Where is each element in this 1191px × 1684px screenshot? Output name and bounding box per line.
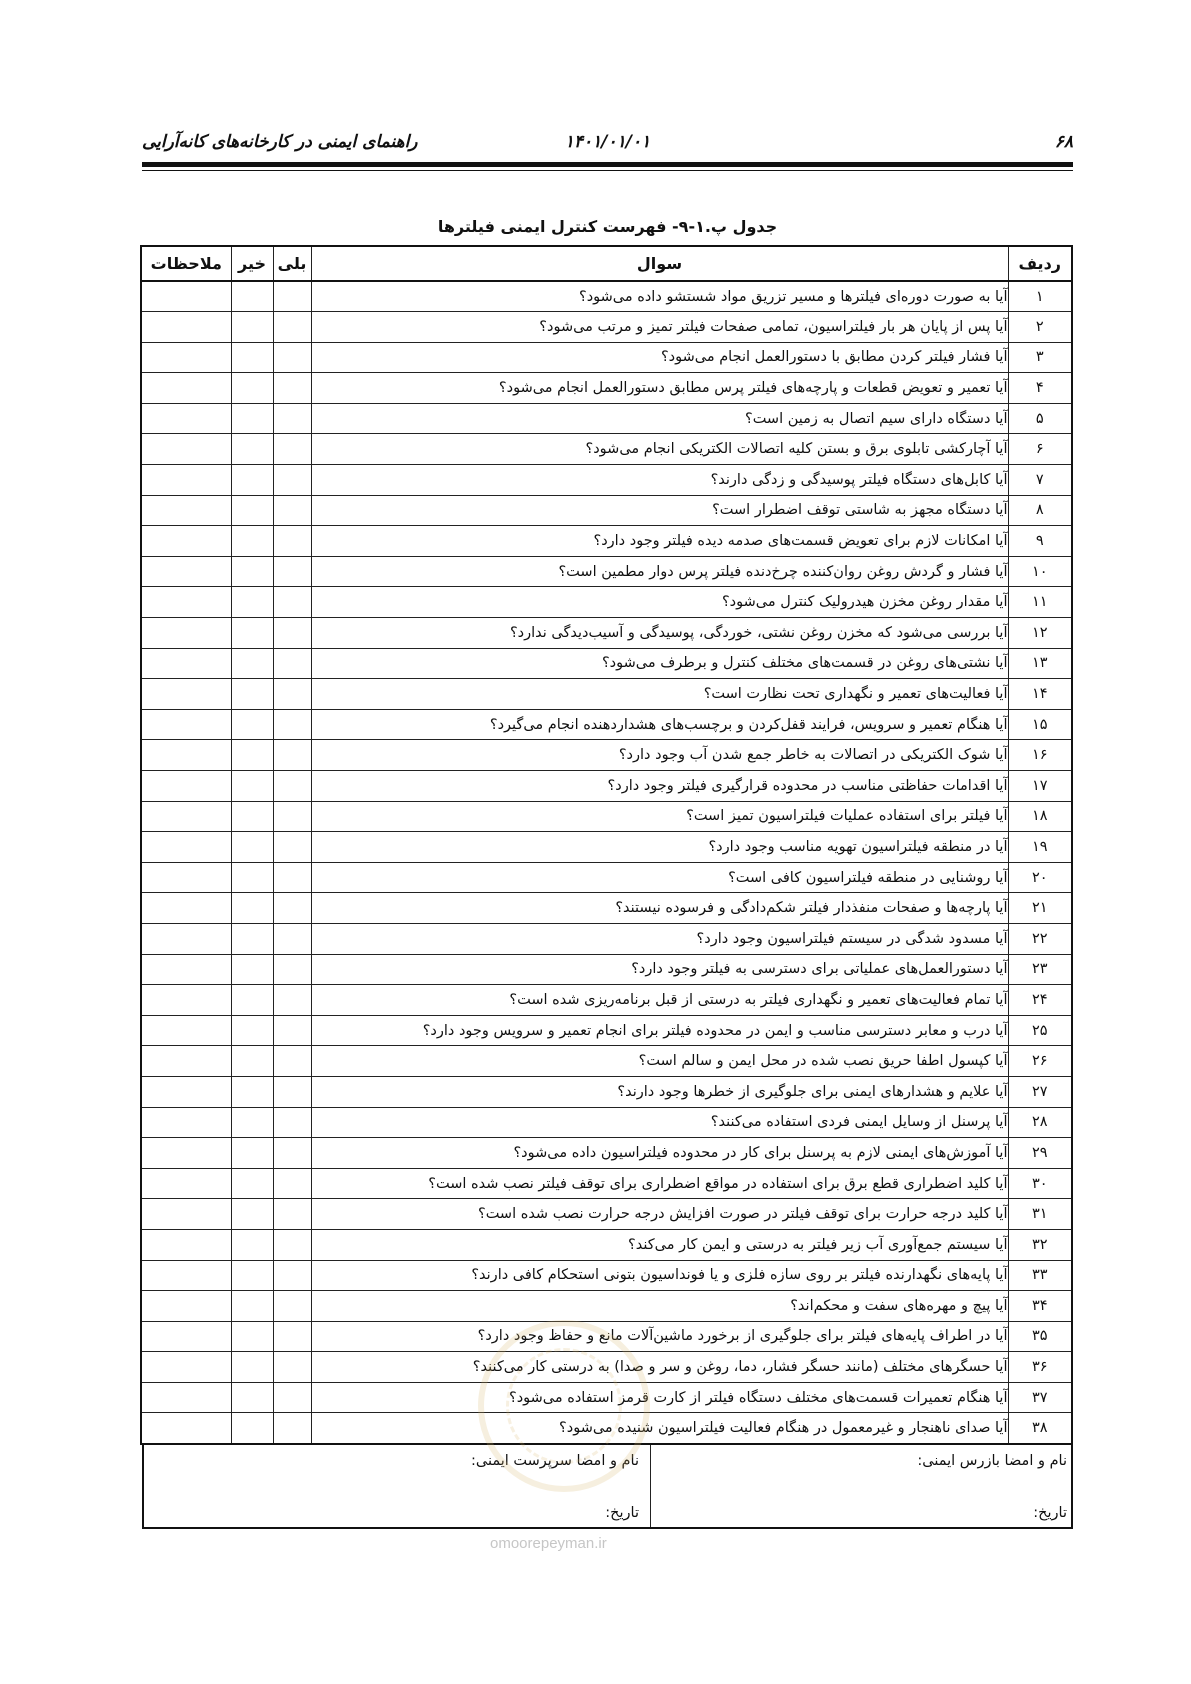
no-checkbox-cell[interactable] <box>231 587 273 618</box>
no-checkbox-cell[interactable] <box>231 1199 273 1230</box>
no-checkbox-cell[interactable] <box>231 495 273 526</box>
table-row <box>141 1015 1072 1046</box>
table-row <box>141 985 1072 1016</box>
site-watermark: omoorepeyman.ir <box>490 1535 607 1552</box>
question-text: آیا دستگاه دارای سیم اتصال به زمین است؟ <box>311 403 1008 434</box>
notes-cell[interactable] <box>141 587 231 618</box>
question-text: آیا علایم و هشدارهای ایمنی برای جلوگیری از خطرها وجود دارند؟ <box>311 1076 1008 1107</box>
column-header-notes: ملاحظات <box>141 246 231 281</box>
row-number: ۲۳ <box>1008 954 1072 985</box>
no-checkbox-cell[interactable] <box>231 342 273 373</box>
no-checkbox-cell[interactable] <box>231 465 273 496</box>
no-checkbox-cell[interactable] <box>231 373 273 404</box>
yes-checkbox-cell[interactable] <box>273 801 311 832</box>
row-number: ۲۵ <box>1008 1015 1072 1046</box>
table-row <box>141 526 1072 557</box>
notes-cell[interactable] <box>141 281 231 312</box>
checklist-sheet <box>142 245 1073 1529</box>
column-header-no: خیر <box>231 246 273 281</box>
no-checkbox-cell[interactable] <box>231 832 273 863</box>
no-checkbox-cell[interactable] <box>231 1291 273 1322</box>
table-row <box>141 1107 1072 1138</box>
notes-cell[interactable] <box>141 801 231 832</box>
yes-checkbox-cell[interactable] <box>273 1321 311 1352</box>
notes-cell[interactable] <box>141 1321 231 1352</box>
supervisor-date-label: تاریخ: <box>605 1504 639 1521</box>
notes-cell[interactable] <box>141 1229 231 1260</box>
no-checkbox-cell[interactable] <box>231 1107 273 1138</box>
header-date: ۱۴۰۱/۰۱/۰۱ <box>564 132 651 152</box>
yes-checkbox-cell[interactable] <box>273 1046 311 1077</box>
row-number: ۱۷ <box>1008 771 1072 802</box>
no-checkbox-cell[interactable] <box>231 312 273 343</box>
question-text: آیا پیچ و مهره‌های سفت و محکم‌اند؟ <box>311 1291 1008 1322</box>
question-text: آیا در اطراف پایه‌های فیلتر برای جلوگیری از برخورد ماشین‌آلات مانع و حفاظ وجود دارد؟ <box>311 1321 1008 1352</box>
table-row <box>141 740 1072 771</box>
question-text: آیا به صورت دوره‌ای فیلترها و مسیر تزریق مواد شستشو داده می‌شود؟ <box>311 281 1008 312</box>
question-text: آیا کابل‌های دستگاه فیلتر پوسیدگی و زدگی دارند؟ <box>311 465 1008 496</box>
row-number: ۲۸ <box>1008 1107 1072 1138</box>
row-number: ۱ <box>1008 281 1072 312</box>
notes-cell[interactable] <box>141 1352 231 1383</box>
question-text: آیا کلید اضطراری قطع برق برای استفاده در مواقع اضطراری برای توقف فیلتر نصب شده است؟ <box>311 1168 1008 1199</box>
header-rule-thin <box>142 170 1073 171</box>
row-number: ۳۶ <box>1008 1352 1072 1383</box>
row-number: ۳۵ <box>1008 1321 1072 1352</box>
table-row <box>141 954 1072 985</box>
question-text: آیا مسدود شدگی در سیستم فیلتراسیون وجود دارد؟ <box>311 923 1008 954</box>
no-checkbox-cell[interactable] <box>231 618 273 649</box>
notes-cell[interactable] <box>141 342 231 373</box>
question-text: آیا فیلتر برای استفاده عملیات فیلتراسیون تمیز است؟ <box>311 801 1008 832</box>
table-row <box>141 1076 1072 1107</box>
no-checkbox-cell[interactable] <box>231 1260 273 1291</box>
header-rule <box>142 162 1073 167</box>
yes-checkbox-cell[interactable] <box>273 832 311 863</box>
row-number: ۶ <box>1008 434 1072 465</box>
yes-checkbox-cell[interactable] <box>273 403 311 434</box>
yes-checkbox-cell[interactable] <box>273 1352 311 1383</box>
notes-cell[interactable] <box>141 832 231 863</box>
yes-checkbox-cell[interactable] <box>273 893 311 924</box>
row-number: ۲۲ <box>1008 923 1072 954</box>
no-checkbox-cell[interactable] <box>231 679 273 710</box>
notes-cell[interactable] <box>141 526 231 557</box>
table-row <box>141 1382 1072 1413</box>
question-text: آیا فشار و گردش روغن روان‌کننده چرخ‌دنده فیلتر پرس دوار مطمین است؟ <box>311 556 1008 587</box>
yes-checkbox-cell[interactable] <box>273 1382 311 1413</box>
yes-checkbox-cell[interactable] <box>273 954 311 985</box>
table-header-row <box>141 246 1072 281</box>
no-checkbox-cell[interactable] <box>231 403 273 434</box>
yes-checkbox-cell[interactable] <box>273 587 311 618</box>
yes-checkbox-cell[interactable] <box>273 1107 311 1138</box>
no-checkbox-cell[interactable] <box>231 954 273 985</box>
row-number: ۳ <box>1008 342 1072 373</box>
question-text: آیا آموزش‌های ایمنی لازم به پرسنل برای کار در محدوده فیلتراسیون داده می‌شود؟ <box>311 1138 1008 1169</box>
question-text: آیا درب و معابر دسترسی مناسب و ایمن در محدوده فیلتر برای انجام تعمیر و سرویس وجود دارد؟ <box>311 1015 1008 1046</box>
yes-checkbox-cell[interactable] <box>273 862 311 893</box>
notes-cell[interactable] <box>141 1107 231 1138</box>
question-text: آیا فعالیت‌های تعمیر و نگهداری تحت نظارت است؟ <box>311 679 1008 710</box>
no-checkbox-cell[interactable] <box>231 1046 273 1077</box>
inspector-date-label: تاریخ: <box>1033 1504 1067 1521</box>
table-row <box>141 709 1072 740</box>
notes-cell[interactable] <box>141 709 231 740</box>
notes-cell[interactable] <box>141 1291 231 1322</box>
yes-checkbox-cell[interactable] <box>273 281 311 312</box>
yes-checkbox-cell[interactable] <box>273 1168 311 1199</box>
notes-cell[interactable] <box>141 954 231 985</box>
question-text: آیا حسگرهای مختلف (مانند حسگر فشار، دما، روغن و سر و صدا) به درستی کار می‌کنند؟ <box>311 1352 1008 1383</box>
row-number: ۲۶ <box>1008 1046 1072 1077</box>
checklist-table <box>140 245 1073 1445</box>
signature-divider <box>650 1445 651 1527</box>
notes-cell[interactable] <box>141 985 231 1016</box>
no-checkbox-cell[interactable] <box>231 1168 273 1199</box>
table-row <box>141 495 1072 526</box>
no-checkbox-cell[interactable] <box>231 709 273 740</box>
row-number: ۱۶ <box>1008 740 1072 771</box>
page-number: ۶۸ <box>1054 132 1073 152</box>
no-checkbox-cell[interactable] <box>231 985 273 1016</box>
inspector-signature-label: نام و امضا بازرس ایمنی: <box>917 1452 1067 1469</box>
row-number: ۳۰ <box>1008 1168 1072 1199</box>
no-checkbox-cell[interactable] <box>231 801 273 832</box>
question-text: آیا امکانات لازم برای تعویض قسمت‌های صدمه دیده فیلتر وجود دارد؟ <box>311 526 1008 557</box>
table-row <box>141 679 1072 710</box>
yes-checkbox-cell[interactable] <box>273 342 311 373</box>
no-checkbox-cell[interactable] <box>231 1382 273 1413</box>
notes-cell[interactable] <box>141 893 231 924</box>
no-checkbox-cell[interactable] <box>231 771 273 802</box>
row-number: ۳۳ <box>1008 1260 1072 1291</box>
yes-checkbox-cell[interactable] <box>273 556 311 587</box>
no-checkbox-cell[interactable] <box>231 1352 273 1383</box>
column-header-question: سوال <box>311 246 1008 281</box>
yes-checkbox-cell[interactable] <box>273 1260 311 1291</box>
notes-cell[interactable] <box>141 923 231 954</box>
row-number: ۳۷ <box>1008 1382 1072 1413</box>
row-number: ۱۴ <box>1008 679 1072 710</box>
no-checkbox-cell[interactable] <box>231 1015 273 1046</box>
signature-block <box>142 1445 1073 1529</box>
yes-checkbox-cell[interactable] <box>273 923 311 954</box>
notes-cell[interactable] <box>141 862 231 893</box>
no-checkbox-cell[interactable] <box>231 556 273 587</box>
row-number: ۳۱ <box>1008 1199 1072 1230</box>
notes-cell[interactable] <box>141 403 231 434</box>
yes-checkbox-cell[interactable] <box>273 1413 311 1444</box>
table-row <box>141 648 1072 679</box>
notes-cell[interactable] <box>141 648 231 679</box>
no-checkbox-cell[interactable] <box>231 923 273 954</box>
table-row <box>141 373 1072 404</box>
table-row <box>141 342 1072 373</box>
yes-checkbox-cell[interactable] <box>273 1199 311 1230</box>
table-row <box>141 434 1072 465</box>
notes-cell[interactable] <box>141 312 231 343</box>
question-text: آیا هنگام تعمیر و سرویس، فرایند قفل‌کردن و برچسب‌های هشداردهنده انجام می‌گیرد؟ <box>311 709 1008 740</box>
yes-checkbox-cell[interactable] <box>273 618 311 649</box>
question-text: آیا تعمیر و تعویض قطعات و پارچه‌های فیلتر پرس مطابق دستورالعمل انجام می‌شود؟ <box>311 373 1008 404</box>
row-number: ۲۰ <box>1008 862 1072 893</box>
yes-checkbox-cell[interactable] <box>273 465 311 496</box>
row-number: ۱۹ <box>1008 832 1072 863</box>
column-header-row-number: ردیف <box>1008 246 1072 281</box>
row-number: ۲۴ <box>1008 985 1072 1016</box>
yes-checkbox-cell[interactable] <box>273 771 311 802</box>
no-checkbox-cell[interactable] <box>231 862 273 893</box>
question-text: آیا روشنایی در منطقه فیلتراسیون کافی است؟ <box>311 862 1008 893</box>
table-row <box>141 281 1072 312</box>
no-checkbox-cell[interactable] <box>231 893 273 924</box>
row-number: ۸ <box>1008 495 1072 526</box>
row-number: ۳۲ <box>1008 1229 1072 1260</box>
question-text: آیا کلید درجه حرارت برای توقف فیلتر در صورت افزایش درجه حرارت نصب شده است؟ <box>311 1199 1008 1230</box>
row-number: ۲۹ <box>1008 1138 1072 1169</box>
yes-checkbox-cell[interactable] <box>273 679 311 710</box>
table-row <box>141 1168 1072 1199</box>
yes-checkbox-cell[interactable] <box>273 985 311 1016</box>
table-row <box>141 862 1072 893</box>
question-text: آیا شوک الکتریکی در اتصالات به خاطر جمع شدن آب وجود دارد؟ <box>311 740 1008 771</box>
table-caption: جدول پ.۱-۹- فهرست کنترل ایمنی فیلترها <box>437 217 778 236</box>
no-checkbox-cell[interactable] <box>231 1229 273 1260</box>
row-number: ۴ <box>1008 373 1072 404</box>
row-number: ۱۲ <box>1008 618 1072 649</box>
notes-cell[interactable] <box>141 556 231 587</box>
notes-cell[interactable] <box>141 740 231 771</box>
notes-cell[interactable] <box>141 771 231 802</box>
question-text: آیا تمام فعالیت‌های تعمیر و نگهداری فیلتر به درستی از قبل برنامه‌ریزی شده است؟ <box>311 985 1008 1016</box>
yes-checkbox-cell[interactable] <box>273 740 311 771</box>
no-checkbox-cell[interactable] <box>231 740 273 771</box>
notes-cell[interactable] <box>141 373 231 404</box>
row-number: ۱۳ <box>1008 648 1072 679</box>
row-number: ۳۴ <box>1008 1291 1072 1322</box>
document-title: راهنمای ایمنی در کارخانه‌های کانه‌آرایی <box>142 132 418 152</box>
notes-cell[interactable] <box>141 1199 231 1230</box>
table-row <box>141 1321 1072 1352</box>
table-row <box>141 403 1072 434</box>
notes-cell[interactable] <box>141 495 231 526</box>
notes-cell[interactable] <box>141 465 231 496</box>
no-checkbox-cell[interactable] <box>231 1321 273 1352</box>
table-row <box>141 1138 1072 1169</box>
yes-checkbox-cell[interactable] <box>273 648 311 679</box>
notes-cell[interactable] <box>141 434 231 465</box>
no-checkbox-cell[interactable] <box>231 1076 273 1107</box>
table-row <box>141 1413 1072 1444</box>
question-text: آیا دستگاه مجهز به شاستی توقف اضطرار است؟ <box>311 495 1008 526</box>
row-number: ۹ <box>1008 526 1072 557</box>
row-number: ۲ <box>1008 312 1072 343</box>
table-row <box>141 893 1072 924</box>
question-text: آیا پارچه‌ها و صفحات منفذدار فیلتر شکم‌دادگی و فرسوده نیستند؟ <box>311 893 1008 924</box>
column-header-yes: بلی <box>273 246 311 281</box>
row-number: ۱۰ <box>1008 556 1072 587</box>
notes-cell[interactable] <box>141 1382 231 1413</box>
table-row <box>141 587 1072 618</box>
notes-cell[interactable] <box>141 1260 231 1291</box>
table-row <box>141 832 1072 863</box>
yes-checkbox-cell[interactable] <box>273 709 311 740</box>
no-checkbox-cell[interactable] <box>231 1138 273 1169</box>
notes-cell[interactable] <box>141 1413 231 1444</box>
yes-checkbox-cell[interactable] <box>273 1015 311 1046</box>
table-row <box>141 312 1072 343</box>
notes-cell[interactable] <box>141 1076 231 1107</box>
no-checkbox-cell[interactable] <box>231 648 273 679</box>
yes-checkbox-cell[interactable] <box>273 1291 311 1322</box>
notes-cell[interactable] <box>141 1138 231 1169</box>
table-row <box>141 556 1072 587</box>
question-text: آیا هنگام تعمیرات قسمت‌های مختلف دستگاه فیلتر از کارت قرمز استفاده می‌شود؟ <box>311 1382 1008 1413</box>
question-text: آیا دستورالعمل‌های عملیاتی برای دسترسی به فیلتر وجود دارد؟ <box>311 954 1008 985</box>
question-text: آیا پس از پایان هر بار فیلتراسیون، تمامی صفحات فیلتر تمیز و مرتب می‌شود؟ <box>311 312 1008 343</box>
question-text: آیا فشار فیلتر کردن مطابق با دستورالعمل انجام می‌شود؟ <box>311 342 1008 373</box>
yes-checkbox-cell[interactable] <box>273 434 311 465</box>
table-row <box>141 1352 1072 1383</box>
row-number: ۵ <box>1008 403 1072 434</box>
notes-cell[interactable] <box>141 679 231 710</box>
table-row <box>141 1199 1072 1230</box>
table-row <box>141 618 1072 649</box>
no-checkbox-cell[interactable] <box>231 434 273 465</box>
supervisor-signature-label: نام و امضا سرپرست ایمنی: <box>470 1452 639 1469</box>
table-row <box>141 1260 1072 1291</box>
table-row <box>141 1229 1072 1260</box>
notes-cell[interactable] <box>141 1015 231 1046</box>
yes-checkbox-cell[interactable] <box>273 312 311 343</box>
question-text: آیا پرسنل از وسایل ایمنی فردی استفاده می‌کنند؟ <box>311 1107 1008 1138</box>
question-text: آیا پایه‌های نگهدارنده فیلتر بر روی سازه فلزی و یا فونداسیون بتونی استحکام کافی دارند؟ <box>311 1260 1008 1291</box>
question-text: آیا سیستم جمع‌آوری آب زیر فیلتر به درستی و ایمن کار می‌کند؟ <box>311 1229 1008 1260</box>
table-row <box>141 923 1072 954</box>
yes-checkbox-cell[interactable] <box>273 1076 311 1107</box>
checklist-rows <box>141 281 1072 1444</box>
yes-checkbox-cell[interactable] <box>273 373 311 404</box>
row-number: ۱۵ <box>1008 709 1072 740</box>
question-text: آیا اقدامات حفاظتی مناسب در محدوده قرارگیری فیلتر وجود دارد؟ <box>311 771 1008 802</box>
table-row <box>141 465 1072 496</box>
question-text: آیا مقدار روغن مخزن هیدرولیک کنترل می‌شود؟ <box>311 587 1008 618</box>
yes-checkbox-cell[interactable] <box>273 526 311 557</box>
table-row <box>141 1291 1072 1322</box>
notes-cell[interactable] <box>141 1046 231 1077</box>
no-checkbox-cell[interactable] <box>231 526 273 557</box>
no-checkbox-cell[interactable] <box>231 1413 273 1444</box>
yes-checkbox-cell[interactable] <box>273 495 311 526</box>
notes-cell[interactable] <box>141 618 231 649</box>
question-text: آیا در منطقه فیلتراسیون تهویه مناسب وجود دارد؟ <box>311 832 1008 863</box>
row-number: ۳۸ <box>1008 1413 1072 1444</box>
yes-checkbox-cell[interactable] <box>273 1138 311 1169</box>
row-number: ۱۸ <box>1008 801 1072 832</box>
row-number: ۲۱ <box>1008 893 1072 924</box>
table-row <box>141 801 1072 832</box>
notes-cell[interactable] <box>141 1168 231 1199</box>
question-text: آیا کپسول اطفا حریق نصب شده در محل ایمن و سالم است؟ <box>311 1046 1008 1077</box>
row-number: ۱۱ <box>1008 587 1072 618</box>
table-row <box>141 771 1072 802</box>
running-header <box>142 132 1073 158</box>
no-checkbox-cell[interactable] <box>231 281 273 312</box>
row-number: ۷ <box>1008 465 1072 496</box>
table-row <box>141 1046 1072 1077</box>
question-text: آیا صدای ناهنجار و غیرمعمول در هنگام فعالیت فیلتراسیون شنیده می‌شود؟ <box>311 1413 1008 1444</box>
row-number: ۲۷ <box>1008 1076 1072 1107</box>
question-text: آیا بررسی می‌شود که مخزن روغن نشتی، خوردگی، پوسیدگی و آسیب‌دیدگی ندارد؟ <box>311 618 1008 649</box>
question-text: آیا نشتی‌های روغن در قسمت‌های مختلف کنترل و برطرف می‌شود؟ <box>311 648 1008 679</box>
yes-checkbox-cell[interactable] <box>273 1229 311 1260</box>
question-text: آیا آچارکشی تابلوی برق و بستن کلیه اتصالات الکتریکی انجام می‌شود؟ <box>311 434 1008 465</box>
